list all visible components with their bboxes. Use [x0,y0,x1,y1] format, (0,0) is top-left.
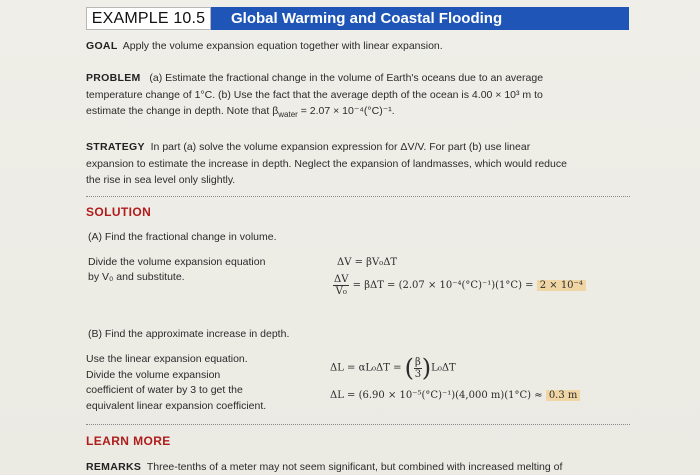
divider [86,424,630,425]
part-a-equation-2 [333,274,586,297]
solution-label: SOLUTION [86,205,152,219]
strategy-section [86,139,636,189]
problem-line-3 [86,103,636,124]
fraction-numerator: ΔV [334,274,349,285]
divider [86,196,630,197]
problem-section [86,70,636,124]
part-b-answer: 0.3 m [546,390,581,401]
remarks-section [86,459,562,475]
fraction-denominator: V₀ [335,286,347,297]
part-a-heading: (A) Find the fractional change in volume. [88,231,277,243]
beta-value: = 2.07 × 10⁻⁴(°C)⁻¹. [297,105,395,117]
goal-section [86,38,443,55]
part-b-desc-line-1: Use the linear expansion equation. [86,353,248,365]
goal-label: GOAL [86,40,118,52]
problem-line-3-text: estimate the change in depth. Note that β [86,105,279,117]
part-a-answer: 2 × 10⁻⁴ [537,280,586,291]
example-title: Global Warming and Coastal Flooding [211,7,629,30]
part-b-equation-2 [330,390,580,401]
part-a-equation-1: ΔV = βV₀ΔT [337,257,398,268]
part-b-desc-line-3: coefficient of water by 3 to get the [86,384,243,396]
part-b-desc-line-4: equivalent linear expansion coefficient. [86,399,267,412]
remarks-text: Three-tenths of a meter may not seem significant, but combined with increased melting of [146,461,563,473]
problem-line-1: (a) Estimate the fractional change in the volume of Earth's oceans due to an average [149,72,544,84]
strategy-label: STRATEGY [86,141,145,153]
three-denominator: 3 [414,368,422,380]
part-b-equation-2-body: ΔL = (6.90 × 10⁻⁵(°C)⁻¹)(4,000 m)(1°C) ≈ [330,390,546,401]
fraction-beta-3 [414,357,422,380]
part-b-equation-1-right: L₀ΔT [431,362,456,374]
part-b-equation-1: ΔL = αL₀ΔT = ( $\frac{\beta}{3}$ )L₀ΔT [330,354,456,382]
strategy-line-1: In part (a) solve the volume expansion expression for ΔV/V. For part (b) use linear [150,141,531,153]
goal-text: Apply the volume expansion equation together with linear expansion. [122,40,443,52]
part-b-desc-line-2: Divide the volume expansion [86,368,221,381]
strategy-line-3: the rise in sea level only slightly. [86,174,236,186]
learn-more-label: LEARN MORE [86,434,171,448]
example-header [86,7,629,30]
beta-subscript: water [278,110,298,120]
beta-numerator: β [415,356,421,368]
problem-line-2: temperature change of 1°C. (b) Use the fact that the average depth of the ocean is 4.00 × 10³ m to [86,88,543,101]
part-b-equation-1-left: ΔL = αL₀ΔT = [330,362,405,374]
part-b-heading: (B) Find the approximate increase in depth. [88,328,290,340]
part-a-equation-2-body: = βΔT = (2.07 × 10⁻⁴(°C)⁻¹)(1°C) = [349,280,537,291]
fraction-dv-v0 [333,274,349,297]
example-number: EXAMPLE 10.5 [86,7,211,30]
part-a-desc-line-2: by V₀ and substitute. [88,271,185,283]
part-a-description [88,255,265,285]
problem-label: PROBLEM [86,72,141,84]
part-b-description [86,352,266,414]
remarks-label: REMARKS [86,461,142,473]
part-a-desc-line-1: Divide the volume expansion equation [88,256,266,268]
strategy-line-2: expansion to estimate the increase in depth. Neglect the expansion of landmasses, which would reduce [86,157,567,170]
